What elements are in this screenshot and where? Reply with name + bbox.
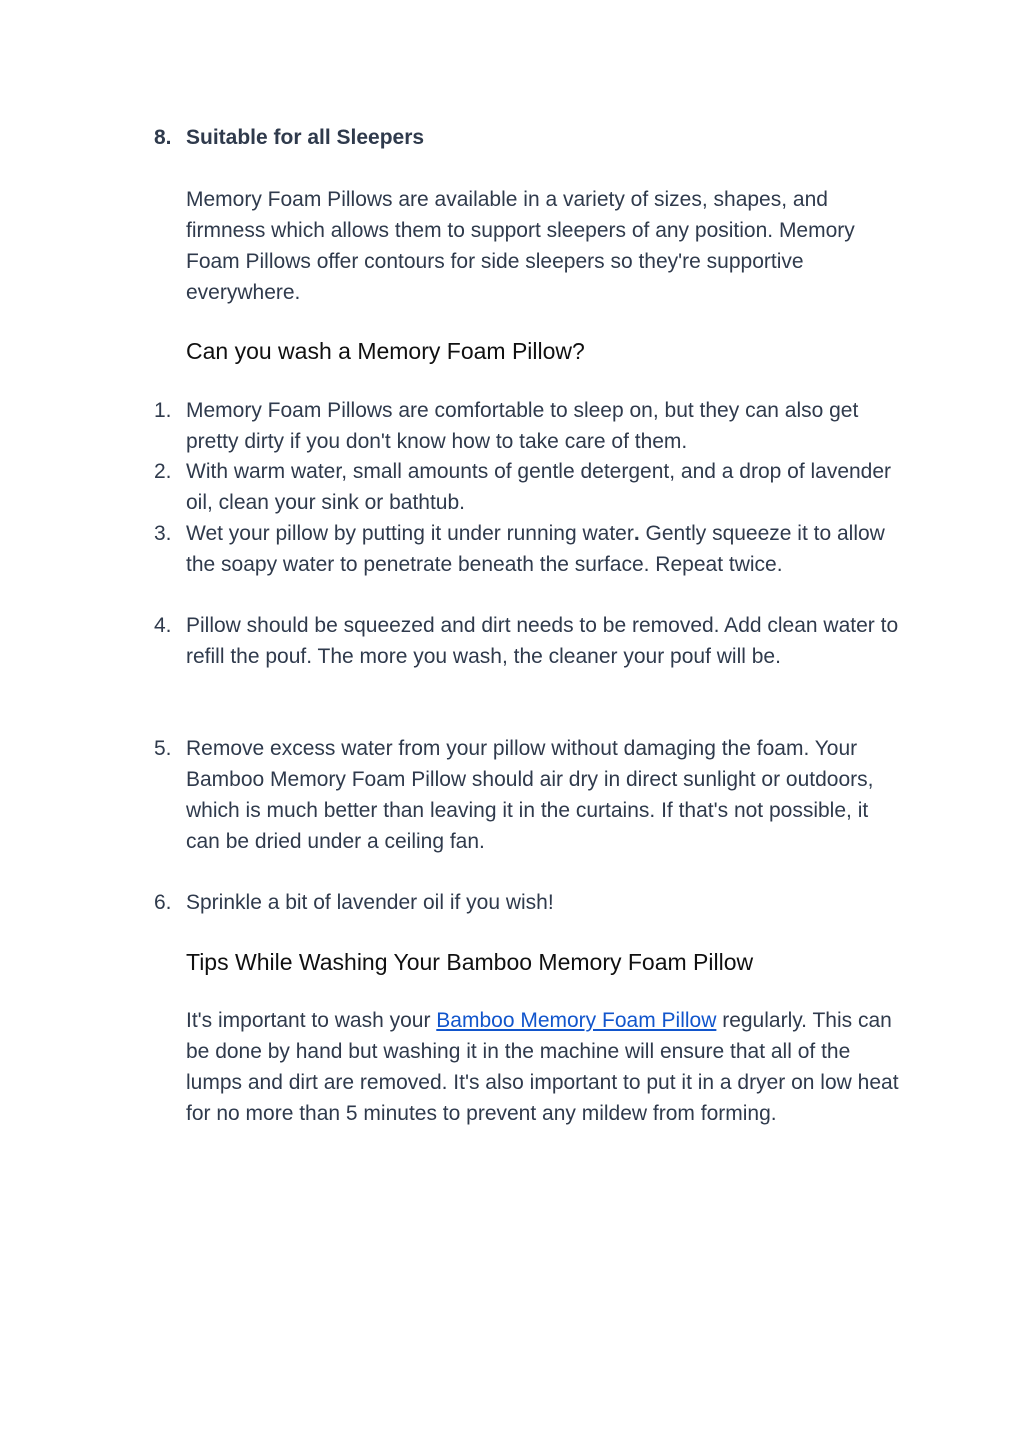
list-number-8: 8. [154,126,172,149]
list-item-step-2: With warm water, small amounts of gentle detergent, and a drop of lavender oil, clean your sink or bathtub. [186,460,892,514]
heading-tips-washing: Tips While Washing Your Bamboo Memory Foam Pillow [186,949,754,975]
list-number-4: 4. [154,614,172,637]
step-3-period: . [633,522,640,545]
list-item-step-3 [186,518,906,580]
tips-text-before-link: It's important to wash your [186,1009,437,1032]
section-title-suitable-sleepers: Suitable for all Sleepers [186,126,425,149]
list-item-step-6: Sprinkle a bit of lavender oil if you wish! [186,891,554,914]
heading-wash-pillow: Can you wash a Memory Foam Pillow? [186,338,585,364]
bamboo-pillow-link[interactable]: Bamboo Memory Foam Pillow [436,1009,717,1032]
list-number-6: 6. [154,891,172,914]
step-3-text-c: Gently squeeze it to allow the soapy water to penetrate beneath the surface. Repeat twice. [186,522,885,576]
step-3-text-a: Wet your pillow by putting it under running water [186,522,634,545]
list-item-step-4: Pillow should be squeezed and dirt needs to be removed. Add clean water to refill the pouf. The more you wash, the cleaner your pouf will be. [186,614,899,668]
list-number-1: 1. [154,399,172,422]
list-number-3: 3. [154,522,172,545]
list-item-step-1: Memory Foam Pillows are comfortable to sleep on, but they can also get pretty dirty if you don't know how to take care of them. [186,399,859,453]
list-number-5: 5. [154,737,172,760]
tips-paragraph [186,1005,906,1129]
list-number-2: 2. [154,460,172,483]
list-item-step-5: Remove excess water from your pillow without damaging the foam. Your Bamboo Memory Foam Pillow should air dry in direct sunlight or outdoors, which is much better than leaving it in the curtains. If that's not possible, it can be dried under a ceiling fan. [186,737,874,853]
tips-text-after-link: regularly. This can be done by hand but washing it in the machine will ensure that all of the lumps and dirt are removed. It's also important to put it in a dryer on low heat for no more than 5 minutes to prevent any mildew from forming. [186,1009,899,1125]
section8-paragraph: Memory Foam Pillows are available in a variety of sizes, shapes, and firmness which allows them to support sleepers of any position. Memory Foam Pillows offer contours for side sleepers so they're supportive everywhere. [186,188,855,304]
